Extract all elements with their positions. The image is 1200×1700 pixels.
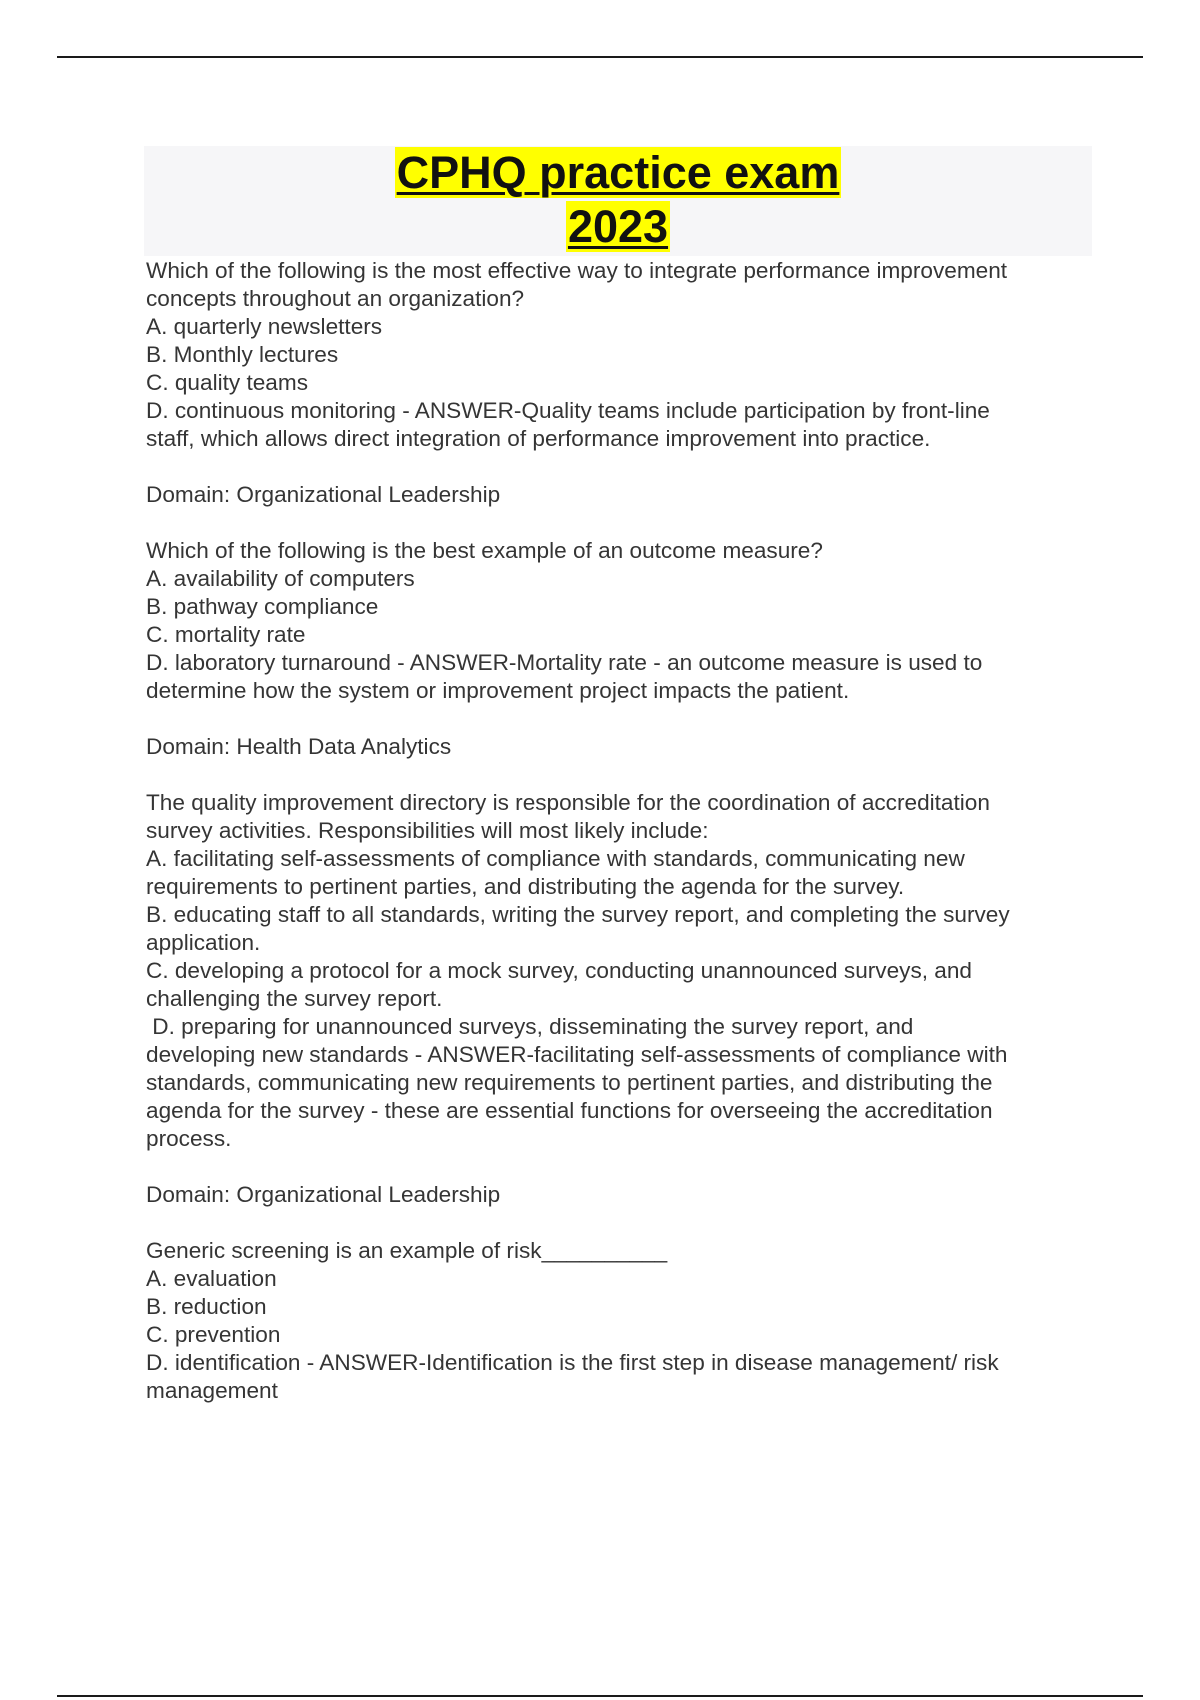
question-block xyxy=(146,537,1086,705)
title-line-1: CPHQ practice exam xyxy=(396,147,840,198)
question-block xyxy=(146,257,1086,453)
answer-option: D. identification - ANSWER-Identification is the first step in disease management/ risk xyxy=(146,1350,999,1375)
question-text: The quality improvement directory is responsible for the coordination of accreditation xyxy=(146,790,990,815)
bottom-rule xyxy=(57,1695,1143,1697)
answer-option: A. evaluation xyxy=(146,1266,277,1291)
answer-option: C. quality teams xyxy=(146,370,308,395)
question-text: Generic screening is an example of risk__________ xyxy=(146,1238,668,1263)
answer-option: C. mortality rate xyxy=(146,622,306,647)
answer-explanation: standards, communicating new requirements to pertinent parties, and distributing the xyxy=(146,1070,993,1095)
answer-explanation: process. xyxy=(146,1126,232,1151)
document-body xyxy=(146,257,1086,1405)
answer-explanation: determine how the system or improvement project impacts the patient. xyxy=(146,678,850,703)
answer-explanation: staff, which allows direct integration of performance improvement into practice. xyxy=(146,426,931,451)
answer-option: B. pathway compliance xyxy=(146,594,379,619)
answer-explanation: agenda for the survey - these are essential functions for overseeing the accreditation xyxy=(146,1098,993,1123)
answer-option: A. availability of computers xyxy=(146,566,415,591)
question-text: survey activities. Responsibilities will most likely include: xyxy=(146,818,709,843)
top-rule xyxy=(57,56,1143,58)
domain-label: Domain: Organizational Leadership xyxy=(146,482,501,507)
answer-option: C. developing a protocol for a mock survey, conducting unannounced surveys, and xyxy=(146,958,972,983)
answer-option: B. reduction xyxy=(146,1294,267,1319)
question-text: Which of the following is the most effective way to integrate performance improvement xyxy=(146,258,1008,283)
answer-option: D. laboratory turnaround - ANSWER-Mortality rate - an outcome measure is used to xyxy=(146,650,983,675)
question-text: concepts throughout an organization? xyxy=(146,286,525,311)
answer-option: application. xyxy=(146,930,261,955)
question-text: Which of the following is the best example of an outcome measure? xyxy=(146,538,823,563)
answer-option: challenging the survey report. xyxy=(146,986,443,1011)
title-line-2: 2023 xyxy=(567,201,669,252)
question-block xyxy=(146,789,1086,1153)
document-title xyxy=(144,146,1092,254)
answer-option: B. educating staff to all standards, writing the survey report, and completing the survey xyxy=(146,902,1010,927)
answer-explanation: management xyxy=(146,1378,278,1403)
answer-option: D. preparing for unannounced surveys, disseminating the survey report, and xyxy=(146,1014,914,1039)
question-block xyxy=(146,1237,1086,1405)
answer-option: A. quarterly newsletters xyxy=(146,314,383,339)
answer-option: B. Monthly lectures xyxy=(146,342,339,367)
domain-label: Domain: Organizational Leadership xyxy=(146,1182,501,1207)
answer-option: requirements to pertinent parties, and distributing the agenda for the survey. xyxy=(146,874,905,899)
answer-option: D. continuous monitoring - ANSWER-Quality teams include participation by front-line xyxy=(146,398,990,423)
answer-option: C. prevention xyxy=(146,1322,281,1347)
answer-option: A. facilitating self-assessments of compliance with standards, communicating new xyxy=(146,846,965,871)
domain-label: Domain: Health Data Analytics xyxy=(146,734,452,759)
answer-explanation: developing new standards - ANSWER-facilitating self-assessments of compliance with xyxy=(146,1042,1008,1067)
